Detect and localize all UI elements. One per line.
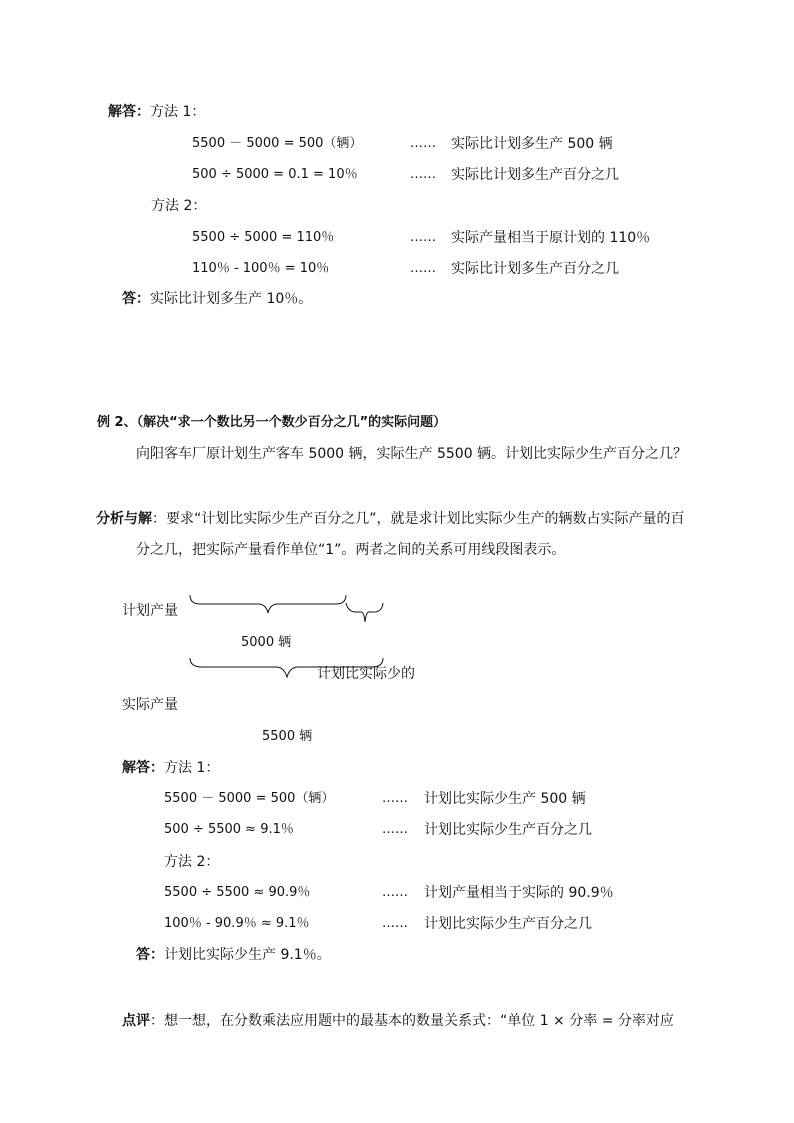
plan-label: 计划产量 (122, 603, 178, 619)
review-line (122, 1014, 674, 1028)
ellipsis: …… (410, 167, 436, 182)
colon: ： (150, 947, 164, 963)
equation-note: 实际产量相当于原计划的 110％ (451, 230, 651, 246)
conclusion (136, 948, 331, 962)
ellipsis: …… (382, 791, 408, 806)
problem-statement: 向阳客车厂原计划生产客车 5000 辆，实际生产 5500 辆。计划比实际少生产百分之几？ (136, 446, 688, 462)
plan-bracket (190, 595, 346, 613)
equation: 100％ - 90.9％ ≈ 9.1％ (164, 916, 310, 931)
equation: 5500 ÷ 5500 ≈ 90.9％ (164, 885, 311, 900)
ellipsis: …… (382, 916, 408, 931)
conclusion-label: 答 (136, 947, 150, 963)
ellipsis: …… (410, 261, 436, 276)
colon: ： (136, 291, 150, 307)
method-1-label: 方法 1： (164, 760, 220, 776)
equation: 110％ - 100％ = 10％ (192, 261, 330, 276)
difference-label: 计划比实际少的 (317, 666, 415, 682)
plan-value: 5000 辆 (241, 635, 292, 650)
method-2-label: 方法 2： (164, 854, 220, 870)
analysis-line-2: 分之几，把实际产量看作单位“1”。两者之间的关系可用线段图表示。 (136, 542, 566, 558)
equation: 5500 － 5000 = 500（辆） (164, 791, 335, 806)
answer-label: 解答 (122, 760, 150, 776)
conclusion-label: 答 (122, 291, 136, 307)
conclusion-text: 计划比实际少生产 9.1％。 (164, 947, 331, 963)
colon: ： (150, 760, 164, 776)
method-2-label: 方法 2： (151, 198, 207, 214)
equation-note: 计划比实际少生产百分之几 (424, 822, 592, 838)
answer-label: 解答 (108, 104, 136, 120)
equation-note: 实际比计划多生产 500 辆 (451, 136, 613, 152)
method-1-label: 方法 1： (150, 104, 206, 120)
equation: 5500 ÷ 5000 = 110％ (192, 230, 335, 245)
answer-line-2 (122, 761, 219, 775)
equation: 500 ÷ 5500 ≈ 9.1％ (164, 822, 294, 837)
equation-note: 实际比计划多生产百分之几 (451, 261, 619, 277)
equation: 500 ÷ 5000 = 0.1 = 10％ (192, 167, 358, 182)
equation: 5500 － 5000 = 500（辆） (192, 136, 363, 151)
conclusion-text: 实际比计划多生产 10％。 (150, 291, 313, 307)
actual-value: 5500 辆 (262, 729, 313, 744)
analysis-text-1: ：要求“计划比实际少生产百分之几”，就是求计划比实际少生产的辆数占实际产量的百 (152, 511, 685, 527)
example-2-title: 例 2、（解决“求一个数比另一个数少百分之几”的实际问题） (97, 415, 447, 430)
difference-bracket (346, 603, 383, 622)
equation-note: 计划比实际少生产 500 辆 (424, 791, 586, 807)
equation-note: 实际比计划多生产百分之几 (451, 167, 619, 183)
colon: ： (136, 104, 150, 120)
analysis-label: 分析与解 (96, 511, 152, 527)
review-text: ：想一想，在分数乘法应用题中的最基本的数量关系式：“单位 1 × 分率 = 分率对应 (150, 1013, 674, 1029)
actual-label: 实际产量 (122, 697, 178, 713)
equation-note: 计划比实际少生产百分之几 (424, 916, 592, 932)
ellipsis: …… (410, 136, 436, 151)
ellipsis: …… (382, 885, 408, 900)
equation-note: 计划产量相当于实际的 90.9％ (424, 885, 614, 901)
ellipsis: …… (410, 230, 436, 245)
review-label: 点评 (122, 1013, 150, 1029)
ellipsis: …… (382, 822, 408, 837)
